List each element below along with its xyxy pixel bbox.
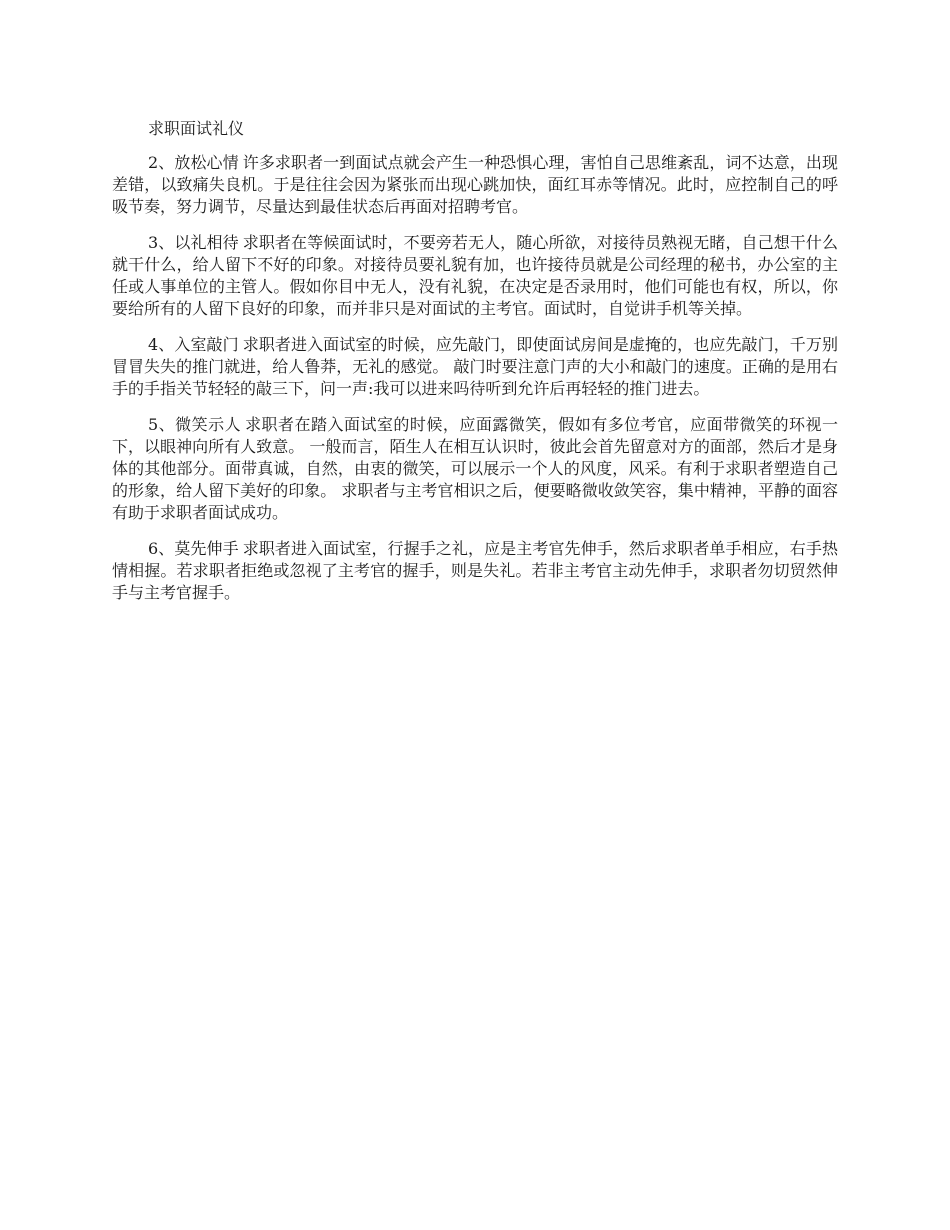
section-body: 求职者在等候面试时，不要旁若无人，随心所欲，对接待员熟视无睹，自己想干什么就干什么，给人留下不好的印象。对接待员要礼貌有加，也许接待员就是公司经理的秘书，办公室的主任或人事单位的主管人。假如你目中无人，没有礼貌，在决定是否录用时，他们可能也有权，所以，你要给所有的人留下良好的印象，而并非只是对面试的主考官。面试时，自觉讲手机等关掉。 [112, 233, 838, 318]
section-paragraph [112, 414, 838, 524]
section-heading: 4、入室敲门 [148, 335, 239, 354]
section-heading: 5、微笑示人 [148, 415, 242, 434]
section-heading: 3、以礼相待 [148, 233, 239, 252]
section-heading: 2、放松心情 [148, 153, 239, 172]
section-body: 求职者在踏入面试室的时候，应面露微笑，假如有多位考官，应面带微笑的环视一下，以眼神向所有人致意。 一般而言，陌生人在相互认识时，彼此会首先留意对方的面部，然后才是身体的其他部分。面带真诚，自然，由衷的微笑，可以展示一个人的风度，风采。有利于求职者塑造自己的形象，给人留下美好的印象。 求职者与主考官相识之后，便要略微收敛笑容，集中精神，平静的面容有助于求职者面试成功。 [112, 415, 838, 522]
document-title: 求职面试礼仪 [148, 119, 245, 138]
section-body: 求职者进入面试室的时候，应先敲门，即使面试房间是虚掩的，也应先敲门，千万别冒冒失失的推门就进，给人鲁莽，无礼的感觉。 敲门时要注意门声的大小和敲门的速度。正确的是用右手的手指关节轻轻的敲三下，问一声:我可以进来吗待听到允许后再轻轻的推门进去。 [112, 335, 838, 398]
section-paragraph [112, 334, 838, 400]
section-paragraph [112, 152, 838, 218]
section-body: 许多求职者一到面试点就会产生一种恐惧心理，害怕自己思维紊乱，词不达意，出现差错，以致痛失良机。于是往往会因为紧张而出现心跳加快，面红耳赤等情况。此时，应控制自己的呼吸节奏，努力调节，尽量达到最佳状态后再面对招聘考官。 [112, 153, 838, 216]
section-heading: 6、莫先伸手 [148, 539, 239, 558]
section-paragraph [112, 538, 838, 604]
section-body: 求职者进入面试室，行握手之礼，应是主考官先伸手，然后求职者单手相应，右手热情相握。若求职者拒绝或忽视了主考官的握手，则是失礼。若非主考官主动先伸手，求职者勿切贸然伸手与主考官握手。 [112, 539, 838, 602]
document-page [112, 118, 838, 618]
section-paragraph [112, 232, 838, 320]
